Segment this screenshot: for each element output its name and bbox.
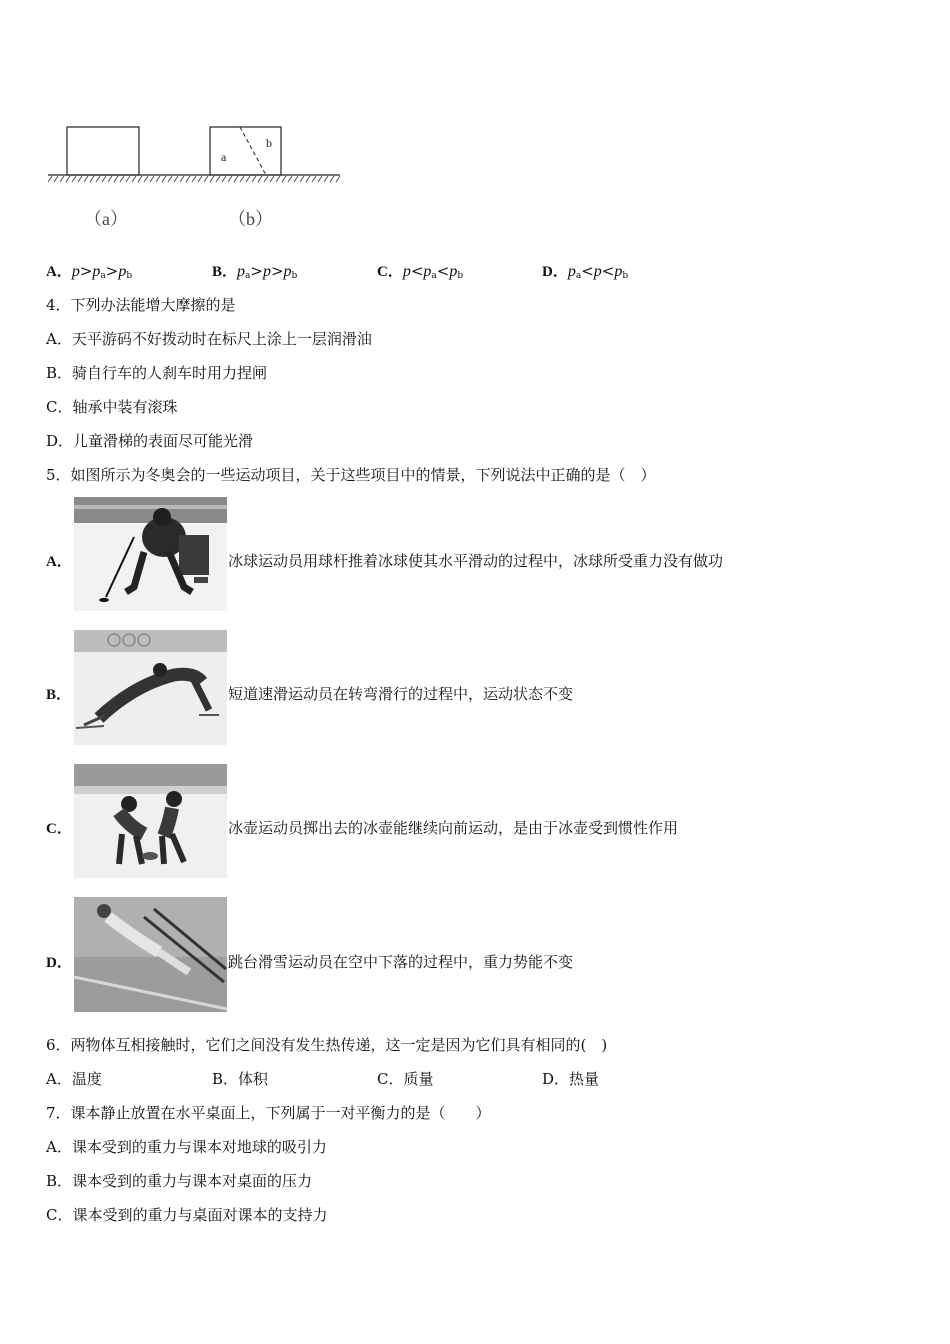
q4-option-a[interactable]: A．天平游码不好拨动时在标尺上涂上一层润滑油: [46, 330, 372, 348]
q6-option-b[interactable]: B．体积: [212, 1070, 269, 1088]
q6-stem: 6．两物体互相接触时，它们之间没有发生热传递，这一定是因为它们具有相同的( ): [46, 1036, 608, 1054]
q7-option-c[interactable]: C．课本受到的重力与桌面对课本的支持力: [46, 1206, 328, 1224]
q7-stem: 7．课本静止放置在水平桌面上，下列属于一对平衡力的是（ ）: [46, 1104, 491, 1122]
q5-option-a-text[interactable]: 冰球运动员用球杆推着冰球使其水平滑动的过程中，冰球所受重力没有做功: [228, 552, 724, 570]
label-b: b: [266, 136, 272, 150]
block-figure: [46, 120, 346, 190]
q5-option-b-label[interactable]: B．: [46, 687, 72, 703]
q6-option-a[interactable]: A．温度: [46, 1070, 102, 1088]
q4-option-b[interactable]: B．骑自行车的人刹车时用力捏闸: [46, 364, 268, 382]
q3-option-c[interactable]: C．$p<p_a<p_b$: [377, 262, 464, 281]
q7-option-a[interactable]: A．课本受到的重力与课本对地球的吸引力: [46, 1138, 327, 1156]
caption-a: （a）: [84, 209, 128, 229]
q4-option-d[interactable]: D．儿童滑梯的表面尽可能光滑: [46, 432, 254, 450]
q6-option-c[interactable]: C．质量: [377, 1070, 434, 1088]
ice-hockey-photo: [74, 497, 227, 611]
q5-option-c-text[interactable]: 冰壶运动员掷出去的冰壶能继续向前运动，是由于冰壶受到惯性作用: [228, 819, 679, 837]
q5-option-c-label[interactable]: C．: [46, 821, 72, 837]
q7-option-b[interactable]: B．课本受到的重力与课本对桌面的压力: [46, 1172, 313, 1190]
q5-stem: 5．如图所示为冬奥会的一些运动项目，关于这些项目中的情景，下列说法中正确的是（ ）: [46, 466, 656, 484]
q4-stem: 4．下列办法能增大摩擦的是: [46, 296, 236, 314]
curling-photo: [74, 764, 227, 878]
q6-option-d[interactable]: D．热量: [542, 1070, 600, 1088]
q4-option-c[interactable]: C．轴承中装有滚珠: [46, 398, 178, 416]
q3-option-b[interactable]: B．$p_a>p>p_b$: [212, 262, 298, 281]
ski-jump-photo: [74, 897, 227, 1012]
q5-option-d-text[interactable]: 跳台滑雪运动员在空中下落的过程中，重力势能不变: [228, 953, 574, 971]
q5-option-b-text[interactable]: 短道速滑运动员在转弯滑行的过程中，运动状态不变: [228, 685, 574, 703]
q5-option-a-label[interactable]: A．: [46, 554, 72, 570]
q3-option-a[interactable]: A．$p>p_a>p_b$: [46, 262, 133, 281]
caption-b: （b）: [228, 209, 273, 229]
short-track-photo: [74, 630, 227, 745]
label-a: a: [221, 150, 227, 164]
q3-option-d[interactable]: D．$p_a<p<p_b$: [542, 262, 629, 281]
q5-option-d-label[interactable]: D．: [46, 955, 72, 971]
